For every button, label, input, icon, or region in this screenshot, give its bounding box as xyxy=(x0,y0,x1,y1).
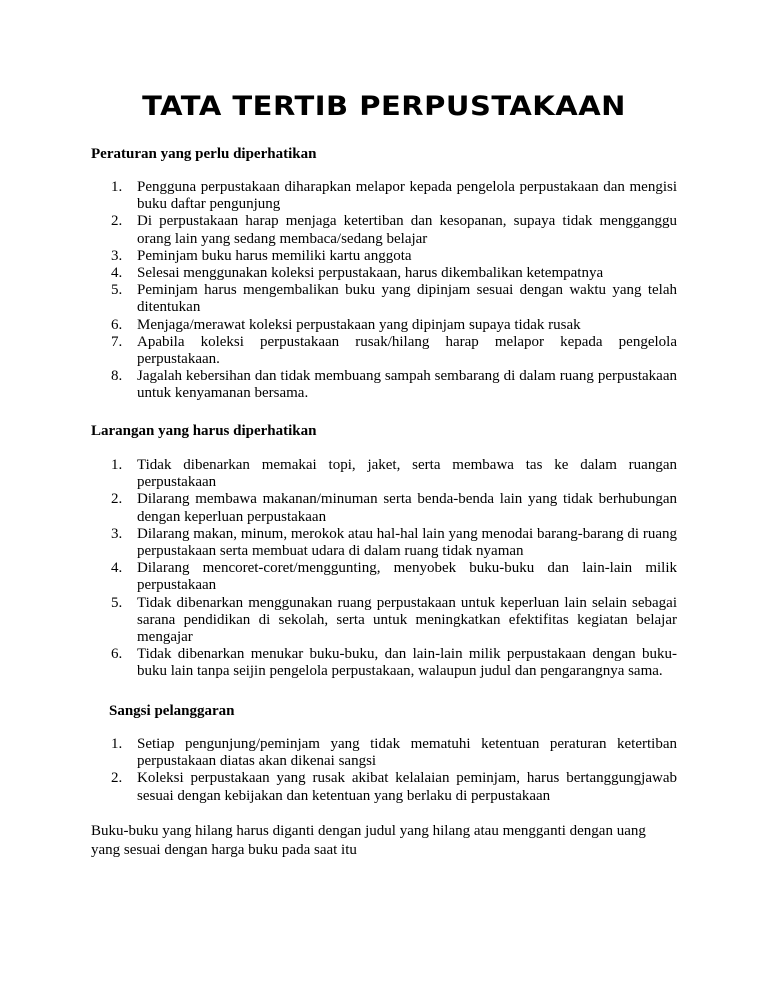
list-item: 5. Peminjam harus mengembalikan buku yang dipinjam sesuai dengan waktu yang telah ditentukan xyxy=(111,282,677,316)
list-item: 6. Tidak dibenarkan menukar buku-buku, dan lain-lain milik perpustakaan dengan buku-buku lain tanpa seijin pengelola perpustakaan, walaupun judul dan pengarangnya sama. xyxy=(111,646,677,680)
closing-paragraph: Buku-buku yang hilang harus diganti dengan judul yang hilang atau mengganti dengan uang yang sesuai dengan harga buku pada saat itu xyxy=(91,823,646,858)
peraturan-list xyxy=(91,179,677,403)
list-item: 4. Dilarang mencoret-coret/menggunting, menyobek buku-buku dan lain-lain milik perpustakaan xyxy=(111,560,677,594)
list-item: 1. Pengguna perpustakaan diharapkan melapor kepada pengelola perpustakaan dan mengisi buku daftar pengunjung xyxy=(111,179,677,213)
section-heading-sangsi: Sangsi pelanggaran xyxy=(109,703,235,719)
larangan-list xyxy=(91,457,677,681)
list-item: 3. Peminjam buku harus memiliki kartu anggota xyxy=(111,247,412,264)
list-item: 2. Di perpustakaan harap menjaga ketertiban dan kesopanan, supaya tidak mengganggu orang lain yang sedang membaca/sedang belajar xyxy=(111,213,677,247)
list-item: 2. Koleksi perpustakaan yang rusak akibat kelalaian peminjam, harus bertanggungjawab sesuai dengan kebijakan dan ketentuan yang berlaku di perpustakaan xyxy=(111,770,677,804)
section-heading-peraturan: Peraturan yang perlu diperhatikan xyxy=(91,146,317,162)
list-item: 7. Apabila koleksi perpustakaan rusak/hilang harap melapor kepada pengelola perpustakaan. xyxy=(111,333,677,368)
list-item: 3. Dilarang makan, minum, merokok atau hal-hal lain yang menodai barang-barang di ruang perpustakaan serta membuat udara di dalam ruang tidak nyaman xyxy=(111,525,677,560)
sangsi-list xyxy=(91,736,677,805)
document-title: TATA TERTIB PERPUSTAKAAN xyxy=(142,90,626,122)
list-item: 1. Tidak dibenarkan memakai topi, jaket, serta membawa tas ke dalam ruangan perpustakaan xyxy=(111,457,677,491)
list-item: 6. Menjaga/merawat koleksi perpustakaan yang dipinjam supaya tidak rusak xyxy=(111,316,581,333)
list-item: 8. Jagalah kebersihan dan tidak membuang sampah sembarang di dalam ruang perpustakaan untuk kenyamanan bersama. xyxy=(111,368,677,402)
list-item: 2. Dilarang membawa makanan/minuman serta benda-benda lain yang tidak berhubungan dengan keperluan perpustakaan xyxy=(111,491,677,525)
list-item: 5. Tidak dibenarkan menggunakan ruang perpustakaan untuk keperluan lain selain sebagai sarana pendidikan di sekolah, serta untuk meningkatkan efektifitas kegiatan belajar mengajar xyxy=(111,594,677,646)
list-item: 1. Setiap pengunjung/peminjam yang tidak mematuhi ketentuan peraturan ketertiban perpustakaan diatas akan dikenai sangsi xyxy=(111,736,677,770)
section-heading-larangan: Larangan yang harus diperhatikan xyxy=(91,423,317,439)
list-item: 4. Selesai menggunakan koleksi perpustakaan, harus dikembalikan ketempatnya xyxy=(111,265,604,282)
